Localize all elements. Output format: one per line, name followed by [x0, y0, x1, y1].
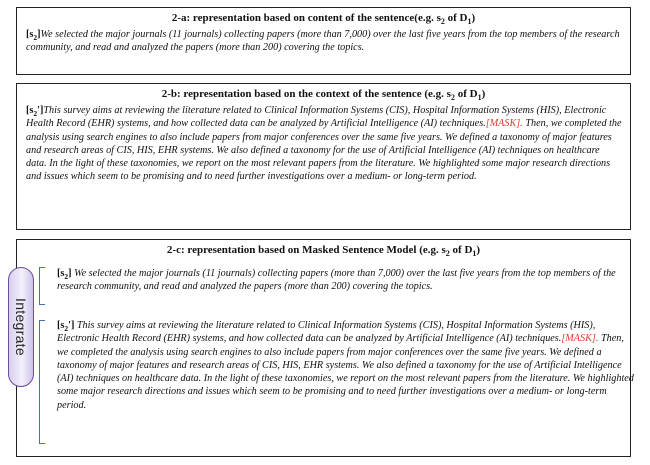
bracket-context: [39, 320, 48, 444]
integrate-label: Integrate: [13, 298, 29, 356]
panel-context-representation: [16, 83, 631, 230]
panel-c-title: 2-c: representation based on Masked Sentence Model (e.g. $s_2$ of $D_1$): [166, 244, 481, 259]
panel-a-title: 2-a: representation based on content of the sentence(e.g. $s_2$ of $D_1$): [171, 12, 476, 27]
integrate-badge: [8, 267, 34, 387]
panel-c-context: $[s_2']$ This survey aims at reviewing the literature related to Clinical Information Systems (CIS), Hospital Information Systems (HIS), Electronic Health Record (EHR) systems, and how collected data can be analyzed by Artificial Intelligence (AI) techniques.[MASK]. Then, we completed the analysis using search engines to also include papers from major conferences over the same five years. We defined a taxonomy of major features and research areas of CIS, HIS, EHR systems. We also defined a taxonomy for the use of Artificial Intelligence (AI) techniques on healthcare data. In the light of these taxonomies, we report on the most relevant papers from the literature. We highlighted some major research directions and issues which seem to be promising and to need further investigations over a medium- or long-term period.: [57, 320, 634, 411]
bracket-tick: [39, 443, 45, 444]
bracket-sentence: [39, 267, 48, 305]
panel-b-title: 2-b: representation based on the context of the sentence (e.g. $s_2$ of $D_1$): [161, 88, 486, 103]
panel-masked-sentence-model: [13, 239, 634, 457]
mask-token: [MASK].: [561, 333, 599, 345]
panel-content-representation: [16, 7, 631, 75]
sentence-tag: $[s_2']$: [26, 105, 44, 119]
panel-a-sentence: $[s_2]We$ selected the major journals (11 journals) collecting papers (more than 7,000) over the last five years from the top members of the research community, and read and analyzed the papers (more than 200) covering the topics.: [26, 29, 620, 54]
mask-token: [MASK].: [485, 118, 523, 130]
bracket-tick: [39, 304, 45, 305]
sentence-tag: $[s_2]$: [26, 29, 41, 43]
bracket-tick: [39, 267, 45, 268]
bracket-tick: [39, 320, 45, 321]
sentence-tag: $[s_2]$: [57, 268, 72, 282]
panel-b-context: $[s_2']This$ survey aims at reviewing the literature related to Clinical Information Systems (CIS), Hospital Information Systems (HIS), Electronic Health Record (EHR) systems, and how collected data can be analyzed by Artificial Intelligence (AI) techniques.[MASK]. Then, we completed the analysis using search engines to also include papers from major conferences over the same five years. We defined a taxonomy of major features and research areas of CIS, HIS, EHR systems. We also defined a taxonomy for the use of Artificial Intelligence (AI) techniques on healthcare data. In the light of these taxonomies, we report on the most relevant papers from the literature. We highlighted some major research directions and issues which seem to be promising and to need further investigations over a medium- or long-term period.: [26, 105, 622, 183]
panel-c-sentence: $[s_2]$ We selected the major journals (11 journals) collecting papers (more than 7,000) over the last five years from the top members of the research community, and read and analyzed the papers (more than 200) covering the topics.: [57, 268, 616, 293]
sentence-tag: $[s_2']$: [57, 320, 75, 334]
